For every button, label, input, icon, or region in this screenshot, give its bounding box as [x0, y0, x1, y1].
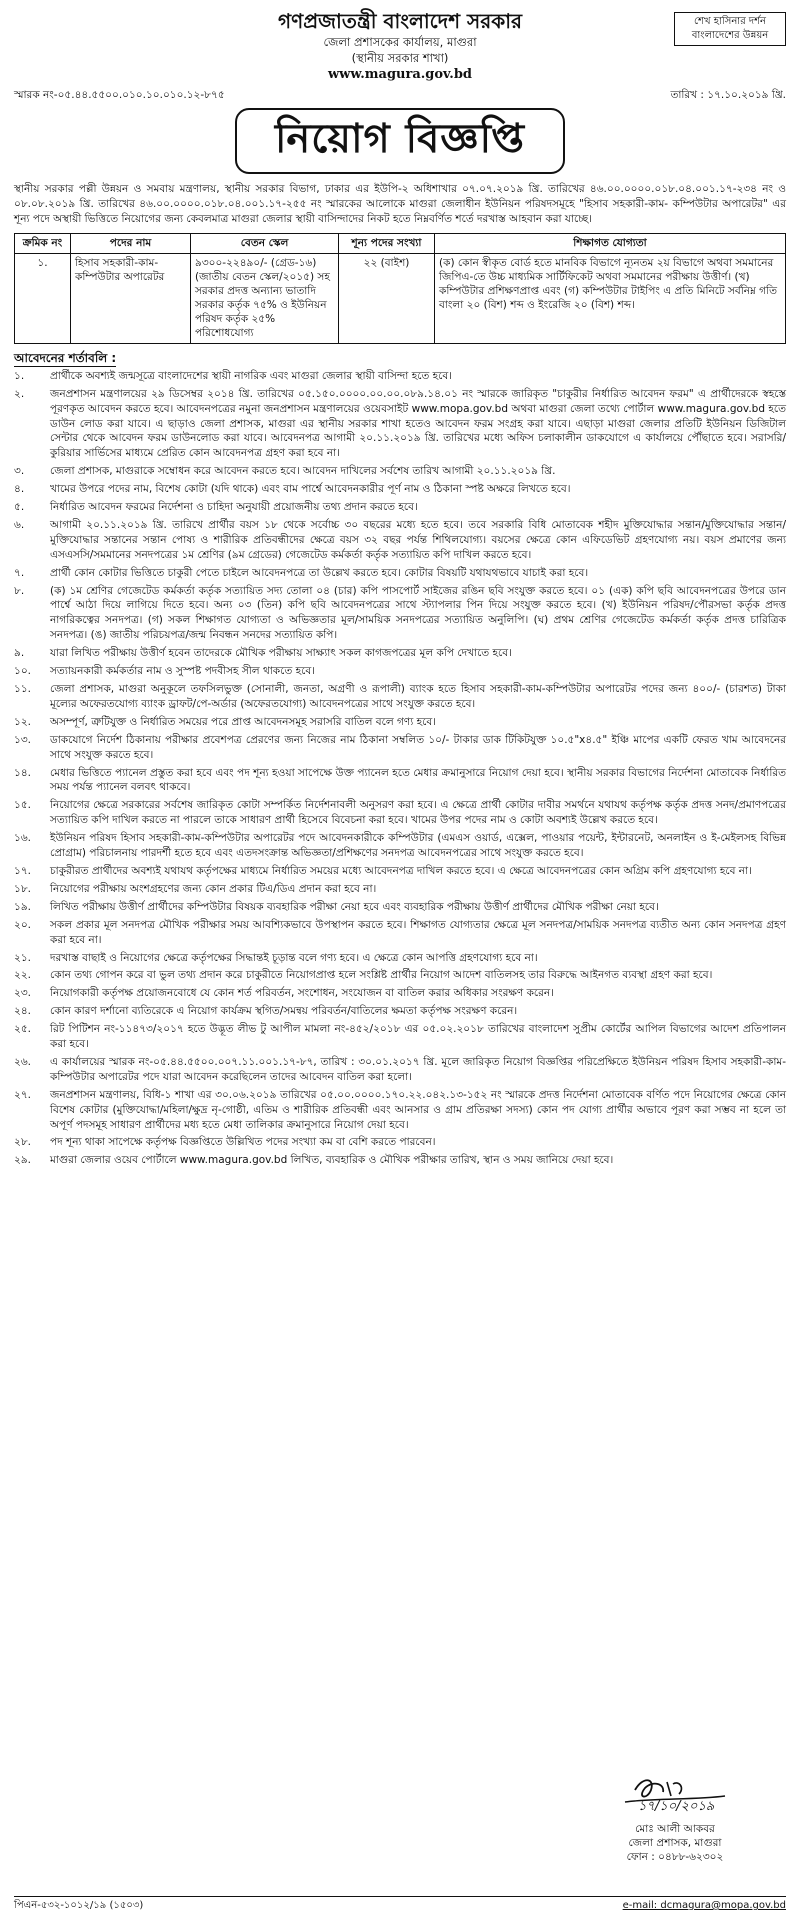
office-name: জেলা প্রশাসকের কার্যালয়, মাগুরা	[323, 35, 477, 49]
condition-text: লিখিত পরীক্ষায় উত্তীর্ণ প্রার্থীদের কম্পিউটার বিষয়ক ব্যবহারিক পরীক্ষা নেয়া হবে এবং ব্যবহারিক পরীক্ষায় উত্তীর্ণ প্রার্থীদের মৌখিক পরীক্ষা নেয়া হবে।	[50, 900, 659, 913]
condition-text: মেধার ভিত্তিতে প্যানেল প্রস্তুত করা হবে এবং পদ শূন্য হওয়া সাপেক্ষে উক্ত প্যানেল হতে মেধার ক্রমানুসারে নিয়োগ দেয়া হবে। স্থানীয় সরকার বিভাগের নির্দেশনা মোতাবেক নির্ধারিত সময় পর্যন্ত প্যানেল বলবৎ থাকবে।	[50, 766, 786, 794]
condition-text: জনপ্রশাসন মন্ত্রণালয়ের ২৯ ডিসেম্বর ২০১৪ খ্রি. তারিখের ০৫.১৫০.০০০০.০০.০০.০৮৯.১৪.০১ নং স্মারকে জারিকৃত "চাকুরীর নির্ধারিত আবেদন ফরম" এ প্রার্থীদেরকে স্বহস্তে পূরণকৃত আবেদন করতে হবে। আবেদনপত্রের নমুনা জনপ্রশাসন মন্ত্রণালয়ের ওয়েবসাইট www.mopa.gov.bd অথবা মাগুরা জেলা তথ্যে পোর্টাল www.magura.gov.bd হতে ডাউন লোড করা যাবে। এ ছাড়াও জেলা প্রশাসক, মাগুরা এর স্থানীয় সরকার শাখা হতেও আবেদন ফরম সংগ্রহ করা যাবে। এছাড়া মাগুরা জেলার প্রতিটি ইউনিয়ন ডিজিটাল সেন্টার থেকে আবেদন ফরম ডাউনলোড করা যাবে। আবেদনপত্র আগামী ২০.১১.২০১৯ খ্রি. তারিখের মধ্যে অফিস চলাকালীন ডাকযোগে এ কার্যালয়ে পৌঁছাতে হবে। সরাসরি/কুরিয়ার সার্ভিসের মাধ্যমে প্রেরিত কোন আবেদনপত্র গ্রহণ করা হবে না।	[50, 387, 786, 460]
table-header-row	[15, 234, 786, 253]
condition-text: জেলা প্রশাসক, মাগুরা অনুকূলে তফসিলভুক্ত (সোনালী, জনতা, অগ্রণী ও রূপালী) ব্যাংক হতে হিসাব সহকারী-কাম-কম্পিউটার অপারেটর পদের জন্য ৪০০/- (চারশত) টাকা মূল্যের অফেরতযোগ্য ব্যাংক ড্রাফট/পে-অর্ডার (অফেরতযোগ্য) আবেদনপত্রের সাথে সংযুক্ত করতে হবে।	[50, 683, 786, 710]
condition-item	[14, 882, 786, 897]
condition-item	[14, 951, 786, 966]
condition-item	[14, 664, 786, 679]
condition-item	[14, 1004, 786, 1019]
condition-number: ২৭.	[14, 1088, 31, 1101]
table-row	[15, 253, 786, 343]
condition-number: ৬.	[14, 518, 25, 531]
condition-item	[14, 798, 786, 828]
condition-item	[14, 918, 786, 948]
condition-number: ২৮.	[14, 1136, 31, 1149]
footer	[14, 1896, 786, 1913]
condition-item	[14, 766, 786, 796]
website-link[interactable]: www.magura.gov.bd	[327, 67, 473, 83]
government-header	[14, 8, 786, 84]
cell-vacancy: ২২ (বাইশ)	[339, 253, 435, 343]
condition-number: ২৫.	[14, 1023, 31, 1036]
condition-text: নিয়োগের ক্ষেত্রে সরকারের সর্বশেষ জারিকৃত কোটা সম্পর্কিত নির্দেশনাবলী অনুসরণ করা হবে। এ ক্ষেত্রে প্রার্থী কোটার দাবীর সমর্থনে যথাযথ কর্তৃপক্ষ কর্তৃক প্রদত্ত সনদ/প্রমাণপত্রের সত্যায়িত কপি দাখিল করতে না পারলে তাকে সাধারণ প্রার্থী হিসেবে বিবেচনা করা হবে। খামের উপর পদের নাম ও কোটা অবশ্যই উল্লেখ করতে হবে।	[50, 799, 786, 827]
condition-item	[14, 968, 786, 983]
condition-number: ৪.	[14, 483, 25, 496]
condition-text: অসম্পূর্ণ, ত্রুটিযুক্ত ও নির্ধারিত সময়ের পরে প্রাপ্ত আবেদনসমূহ সরাসরি বাতিল বলে গণ্য হবে।	[50, 715, 436, 728]
condition-item	[14, 566, 786, 581]
condition-text: জনপ্রশাসন মন্ত্রণালয়, বিধি-১ শাখা এর ৩০.০৬.২০১৯ তারিখের ০৫.০০.০০০০.১৭০.২২.০৪২.১৩-১৫২ নং স্মারকে প্রদত্ত নির্দেশনা মোতাবেক বর্ণিত পদে নিয়োগের ক্ষেত্রে কোন বিশেষ কোটার (মুক্তিযোদ্ধা/মহিলা/ক্ষুদ্র নৃ-গোষ্ঠী, এতিম ও শারীরিক প্রতিবন্ধী এবং আনসার ও গ্রাম প্রতিরক্ষা সদস্য) কোন পদ যোগ্য প্রার্থীর অভাবে পূরণ করা সম্ভব না হলে তা অপূর্ণ পদসমূহ সাধারণ প্রার্থীদের মধ্য হতে মেধা তালিকার ক্রমানুসারে নিয়োগ দেয়া হবে।	[50, 1088, 786, 1131]
condition-text: পদ শূন্য থাকা সাপেক্ষে কর্তৃপক্ষ বিজ্ঞপ্তিতে উল্লিখিত পদের সংখ্যা কম বা বেশি করতে পারবেন।	[50, 1136, 436, 1149]
condition-text: ইউনিয়ন পরিষদ হিসাব সহকারী-কাম-কম্পিউটার অপারেটর পদে আবেদনকারীকে কম্পিউটার (এমএস ওয়ার্ড, এক্সেল, পাওয়ার পয়েন্ট, ইন্টারনেট, অনলাইন ও ই-মেইলসহ বিভিন্ন প্রোগ্রাম) পরিচালনায় পারদর্শী হতে হবে এবং এতদসংক্রান্ত অভিজ্ঞতা/প্রশিক্ষণের সনদপত্র আবেদনপত্রের সাথে সংযুক্ত করতে হবে।	[50, 832, 786, 860]
condition-text: খামের উপরে পদের নাম, বিশেষ কোটা (যদি থাকে) এবং বাম পার্শ্বে আবেদনকারীর পূর্ণ নাম ও ঠিকানা স্পষ্ট অক্ষরে লিখতে হবে।	[50, 483, 571, 496]
condition-number: ২০.	[14, 918, 31, 931]
slogan-box: শেখ হাসিনার দর্শন বাংলাদেশের উন্নয়ন	[674, 12, 786, 46]
condition-number: ৫.	[14, 501, 25, 514]
condition-text: (ক) ১ম শ্রেণির গেজেটেড কর্মকর্তা কর্তৃক সত্যায়িত সদ্য তোলা ০৪ (চার) কপি পাসপোর্ট সাইজের রঙিন ছবি সংযুক্ত করতে হবে। ০১ (এক) কপি ছবি আবেদনপত্রের উপরে ডান পার্শ্বে আঠা দিয়ে লাগিয়ে দিতে হবে। অন্য ০৩ (তিন) কপি ছবি আবেদনপত্রের সাথে স্ট্যাপলার পিন দিয়ে সংযুক্ত করতে হবে। (খ) ইউনিয়ন পরিষদ/পৌরসভা কর্তৃক প্রদত্ত নাগরিকত্বের সনদপত্র। (গ) সকল শিক্ষাগত যোগ্যতা ও অভিজ্ঞতার মূল/সাময়িক সনদপত্রের সত্যায়িত অনুলিপি। (ঘ) প্রথম শ্রেণির গেজেটেড কর্মকর্তা কর্তৃক প্রদত্ত চারিত্রিক সনদপত্র। (ঙ) জাতীয় পরিচয়পত্র/জন্ম নিবন্ধন সনদের সত্যায়িত কপি।	[50, 584, 786, 642]
condition-item	[14, 646, 786, 661]
signatory-designation: জেলা প্রশাসক, মাগুরা	[628, 1837, 722, 1850]
condition-number: ২৩.	[14, 987, 31, 1000]
header-scale: বেতন স্কেল	[191, 234, 339, 253]
condition-item	[14, 500, 786, 515]
condition-item	[14, 518, 786, 563]
condition-text: আগামী ২০.১১.২০১৯ খ্রি. তারিখে প্রার্থীর বয়স ১৮ থেকে সর্বোচ্চ ৩০ বছরের মধ্যে হতে হবে। তবে সরকারি বিধি মোতাবেক শহীদ মুক্তিযোদ্ধার সন্তান/মুক্তিযোদ্ধার সন্তান/মুক্তিযোদ্ধার সন্তানের সন্তান পোষ্য ও শারীরিক প্রতিবন্ধীদের ক্ষেত্রে বয়স ৩২ বছর পর্যন্ত শিথিলযোগ্য। বয়সের ক্ষেত্রে কোন এফিডেভিট গ্রহণযোগ্য নয়। বয়স প্রমাণের জন্য এসএসসি/সমমানের সনদপত্রের ১ম শ্রেণির (৯ম গ্রেডের) গেজেটেড কর্মকর্তা কর্তৃক সত্যায়িত কপি দাখিল করতে হবে।	[50, 518, 786, 561]
signatory-phone: ফোন : ০৪৮৮-৬২৩০২	[626, 1851, 724, 1864]
footer-code: পিএন-৫৩২-১০১২/১৯ (১৫০৩)	[14, 1900, 144, 1911]
condition-item	[14, 900, 786, 915]
condition-text: চাকুরীরত প্রার্থীদের অবশ্যই যথাযথ কর্তৃপক্ষের মাধ্যমে নির্ধারিত সময়ের মধ্যে আবেদনপত্র দাখিল করতে হবে। এ ক্ষেত্রে আবেদনপত্রের কোন অগ্রিম কপি গ্রহণযোগ্য হবে না।	[50, 864, 752, 877]
condition-text: সকল প্রকার মূল সনদপত্র মৌখিক পরীক্ষার সময় আবশ্যিকভাবে উপস্থাপন করতে হবে। শিক্ষাগত যোগ্যতার ক্ষেত্রে মূল সনদপত্র/সাময়িক সনদপত্র ব্যতীত অন্য কোন সনদপত্র গ্রহণ করা হবে না।	[50, 918, 786, 946]
condition-item	[14, 1135, 786, 1150]
condition-number: ২.	[14, 387, 25, 400]
condition-number: ৯.	[14, 647, 25, 660]
notice-title: নিয়োগ বিজ্ঞপ্তি	[235, 108, 565, 174]
condition-item	[14, 1153, 786, 1168]
condition-text: রিট পিটিশন নং-১১৪৭৩/২০১৭ হতে উদ্ভূত লীভ টু আপীল মামলা নং-৪৫২/২০১৮ এর ০৫.০২.২০১৮ তারিখের বাংলাদেশ সুপ্রীম কোর্টের আপিল বিভাগের আদেশ প্রতিপালন করা হবে।	[50, 1023, 786, 1051]
condition-number: ৩.	[14, 465, 25, 478]
condition-number: ৮.	[14, 584, 25, 597]
condition-text: যারা লিখিত পরীক্ষায় উত্তীর্ণ হবেন তাদেরকে মৌখিক পরীক্ষায় সাক্ষ্যাৎ সকল কাগজপত্রের মূল কপি দেখাতে হবে।	[50, 647, 512, 660]
posts-table	[14, 233, 786, 343]
condition-text: এ কার্যালয়ের স্মারক নং-০৫.৪৪.৫৫০০.০০৭.১১.০০১.১৭-৮৭, তারিখ : ৩০.০১.২০১৭ খ্রি. মূলে জারিকৃত নিয়োগ বিজ্ঞপ্তির পরিপ্রেক্ষিতে ইউনিয়ন পরিষদ হিসাব সহকারী-কাম-কম্পিউটার অপারেটর পদে যারা আবেদন করেছিলেন তাদের আবেদন বাতিল করা হলো।	[50, 1055, 786, 1083]
condition-number: ২৪.	[14, 1005, 31, 1018]
condition-text: সত্যায়নকারী কর্মকর্তার নাম ও সুস্পষ্ট পদবীসহ সীল থাকতে হবে।	[50, 665, 315, 678]
condition-item	[14, 831, 786, 861]
condition-number: ১০.	[14, 665, 31, 678]
condition-text: নির্ধারিত আবেদন ফরমের নির্দেশনা ও চাহিদা অনুযায়ী প্রয়োজনীয় তথ্য প্রদান করতে হবে।	[50, 501, 418, 514]
condition-number: ১.	[14, 369, 25, 382]
branch-name: (স্থানীয় সরকার শাখা)	[351, 50, 449, 65]
condition-item	[14, 1022, 786, 1052]
conditions-list	[14, 369, 786, 1169]
condition-text: নিয়োগকারী কর্তৃপক্ষ প্রয়োজনবোধে যে কোন শর্ত পরিবর্তন, সংশোধন, সংযোজন বা বাতিল করার অধিকার সংরক্ষণ করেন।	[50, 987, 554, 1000]
government-title: গণপ্রজাতন্ত্রী বাংলাদেশ সরকার	[278, 9, 522, 33]
condition-text: প্রার্থী কোন কোটার ভিত্তিতে চাকুরী পেতে চাইলে আবেদনপত্রে তা উল্লেখ করতে হবে। কোটার বিষয়টি যথাযথভাবে যাচাই করা হবে।	[50, 566, 589, 579]
condition-text: কোন তথ্য গোপন করে বা ভুল তথ্য প্রদান করে চাকুরীতে নিয়োগপ্রাপ্ত হলে সংশ্লিষ্ট প্রার্থীর নিয়োগ আদেশ বাতিলসহ তার বিরুদ্ধে আইনগত ব্যবস্থা গ্রহণ করা হবে।	[50, 969, 713, 982]
signature-block	[580, 1770, 770, 1865]
condition-item	[14, 682, 786, 712]
condition-number: ১৭.	[14, 864, 31, 877]
signature-image	[580, 1770, 770, 1822]
condition-text: প্রার্থীকে অবশ্যই জন্মসূত্রে বাংলাদেশের স্থায়ী নাগরিক এবং মাগুরা জেলার স্থায়ী বাসিন্দা হতে হবে।	[50, 369, 452, 382]
cell-qualification: (ক) কোন স্বীকৃত বোর্ড হতে মানবিক বিভাগে ন্যূনতম ২য় বিভাগে অথবা সমমানের জিপিএ-তে উচ্চ মাধ্যমিক সার্টিফিকেট অথবা সমমানের পরীক্ষায় উত্তীর্ণ। (খ) কম্পিউটার প্রশিক্ষণপ্রাপ্ত এবং (গ) কম্পিউটার টাইপিং এ প্রতি মিনিটে সর্বনিম্ন গতি বাংলা ২০ (বিশ) শব্দ ও ইংরেজি ২০ (বিশ) শব্দ।	[435, 253, 786, 343]
condition-item	[14, 986, 786, 1001]
header-vacancy: শূন্য পদের সংখ্যা	[339, 234, 435, 253]
reference-row	[14, 88, 786, 102]
condition-number: ৭.	[14, 566, 25, 579]
condition-item	[14, 864, 786, 879]
memo-number: স্মারক নং-০৫.৪৪.৫৫০০.০১০.১০.০১০.১২-৮৭৫	[14, 88, 225, 101]
condition-item	[14, 482, 786, 497]
condition-item	[14, 387, 786, 462]
cell-scale: ৯৩০০-২২৪৯০/- (গ্রেড-১৬) (জাতীয় বেতন স্কেল/২০১৫) সহ সরকার প্রদত্ত অন্যান্য ভাতাদি সরকার কর্তৃক ৭৫% ও ইউনিয়ন পরিষদ কর্তৃক ২৫% পরিশোধযোগ্য	[191, 253, 339, 343]
condition-text: নিয়োগের পরীক্ষায় অংশগ্রহণের জন্য কোন প্রকার টিএ/ডিএ প্রদান করা হবে না।	[50, 882, 377, 895]
condition-item	[14, 1088, 786, 1133]
condition-number: ১২.	[14, 715, 31, 728]
condition-item	[14, 1055, 786, 1085]
condition-text: জেলা প্রশাসক, মাগুরাকে সম্বোধন করে আবেদন করতে হবে। আবেদন দাখিলের সর্বশেষ তারিখ আগামী ২০.১১.২০১৯ খ্রি.	[50, 465, 556, 478]
condition-number: ১৯.	[14, 900, 31, 913]
condition-number: ১১.	[14, 683, 31, 696]
cell-serial: ১.	[15, 253, 71, 343]
header-post: পদের নাম	[71, 234, 191, 253]
condition-text: দরখাস্ত বাছাই ও নিয়োগের ক্ষেত্রে কর্তৃপক্ষের সিদ্ধান্তই চূড়ান্ত বলে গণ্য হবে। এ ক্ষেত্রে কোন আপত্তি গ্রহণযোগ্য হবে না।	[50, 951, 538, 964]
condition-number: ২৬.	[14, 1055, 31, 1068]
condition-item	[14, 733, 786, 763]
condition-number: ২২.	[14, 969, 31, 982]
header-serial: ক্রমিক নং	[15, 234, 71, 253]
condition-item	[14, 369, 786, 384]
condition-number: ১৫.	[14, 799, 31, 812]
condition-text: মাগুরা জেলার ওয়েব পোর্টালে www.magura.gov.bd লিখিত, ব্যবহারিক ও মৌখিক পরীক্ষার তারিখ, স্থান ও সময় জানিয়ে দেয়া হবে।	[50, 1154, 614, 1167]
intro-paragraph: স্থানীয় সরকার পল্লী উন্নয়ন ও সমবায় মন্ত্রণালয়, স্থানীয় সরকার বিভাগ, ঢাকার এর ইউপি-২ অধিশাখার ০৭.০৭.২০১৯ খ্রি. তারিখের ৪৬.০০.০০০০.০১৮.০৪.০০১.১৭-২৩৪ নং ও ০৮.০৮.২০১৯ খ্রি. তারিখের ৪৬.০০.০০০০.০১৮.০৪.০০১.১৭-২৫৫ নং স্মারকের আলোকে মাগুরা জেলাধীন ইউনিয়ন পরিষদসমূহে "হিসাব সহকারী-কাম- কম্পিউটার অপারেটর" এর শূন্য পদে অস্থায়ী ভিত্তিতে নিয়োগের জন্য কেবলমাত্র মাগুরা জেলার স্থায়ী বাসিন্দাদের নিকট হতে নিম্নবর্ণিত শর্তে দরখাস্ত আহবান করা যাচ্ছে।	[14, 182, 786, 226]
condition-number: ১৬.	[14, 832, 31, 845]
handwritten-date: ১৭/১০/২০১৯	[638, 1799, 715, 1814]
condition-text: ডাকযোগে নির্দেশ ঠিকানায় পরীক্ষার প্রবেশপত্র প্রেরণের জন্য নিজের নাম ঠিকানা সম্বলিত ১০/- টাকার ডাক টিকিটযুক্ত ১০.৫"x৪.৫" ইঞ্চি মাপের একটি ফেরত খাম আবেদনের সাথে সংযুক্ত করতে হবে।	[50, 733, 786, 761]
condition-item	[14, 584, 786, 644]
signatory-name: মোঃ আলী আকবর	[635, 1823, 715, 1835]
conditions-heading: আবেদনের শর্তাবলি :	[14, 350, 116, 367]
condition-item	[14, 464, 786, 479]
condition-item	[14, 715, 786, 730]
condition-number: ২৯.	[14, 1154, 31, 1167]
condition-text: কোন কারণ দর্শানো ব্যতিরেকে এ নিয়োগ কার্যক্রম স্থগিত/সমন্বয় পরিবর্তন/বাতিলের ক্ষমতা কর্তৃপক্ষ সংরক্ষণ করেন।	[50, 1005, 518, 1018]
memo-date: তারিখ : ১৭.১০.২০১৯ খ্রি.	[670, 88, 786, 101]
condition-number: ১৪.	[14, 766, 31, 779]
condition-number: ১৩.	[14, 733, 31, 746]
footer-email[interactable]: e-mail: dcmagura@mopa.gov.bd	[622, 1900, 786, 1911]
cell-post: হিসাব সহকারী-কাম-কম্পিউটার অপারেটর	[71, 253, 191, 343]
condition-number: ২১.	[14, 951, 31, 964]
header-qualification: শিক্ষাগত যোগ্যতা	[435, 234, 786, 253]
condition-number: ১৮.	[14, 882, 31, 895]
